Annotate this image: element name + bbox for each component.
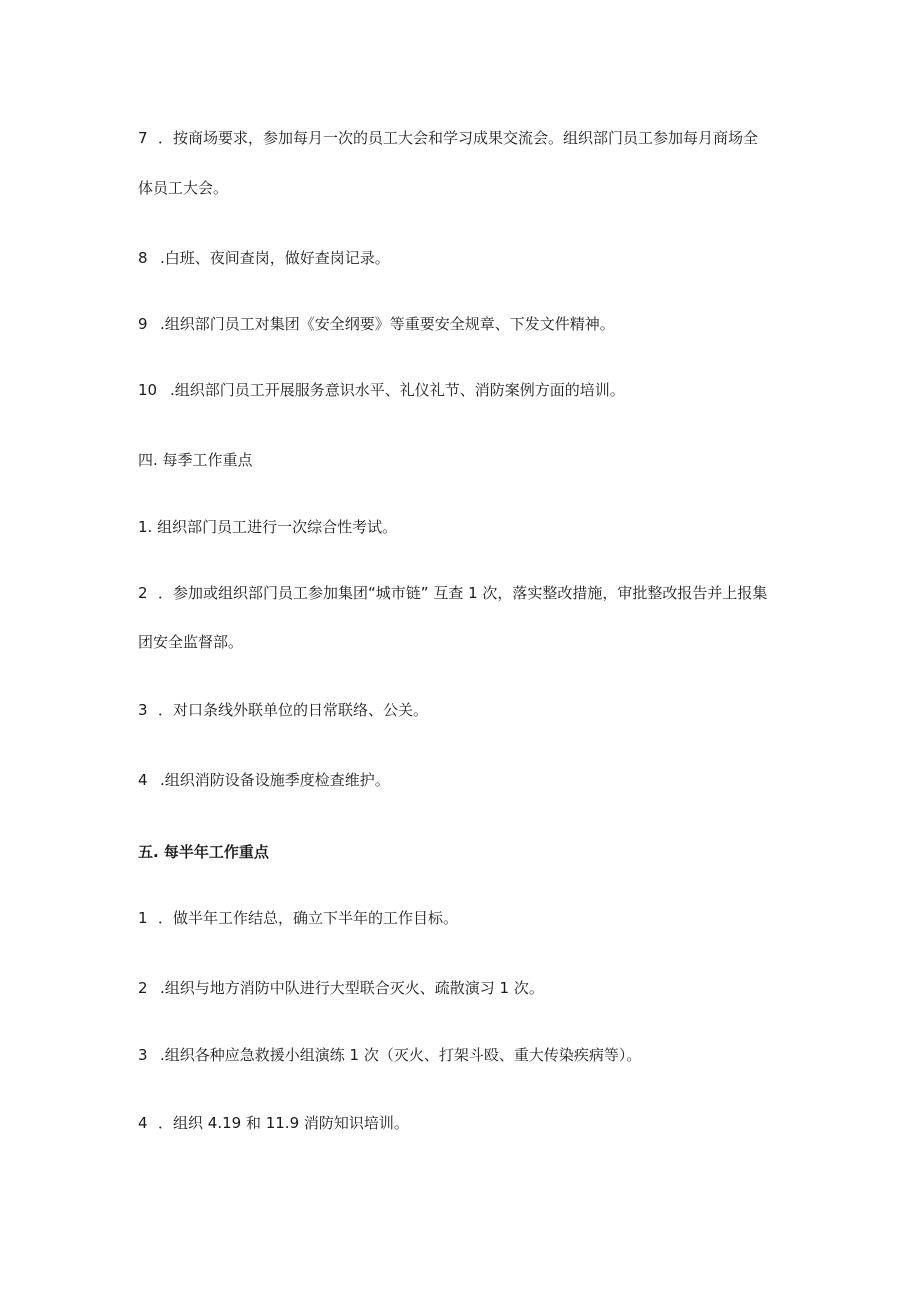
item-number: 7 bbox=[138, 129, 148, 147]
item-number: 2 bbox=[138, 584, 148, 602]
item-separator: . bbox=[160, 771, 165, 789]
list-item bbox=[138, 248, 390, 268]
list-item bbox=[138, 583, 767, 603]
item-number: 2 bbox=[138, 979, 148, 997]
item-separator: . bbox=[170, 381, 175, 399]
item-separator: . bbox=[160, 979, 165, 997]
list-item bbox=[138, 770, 390, 790]
item-separator: . bbox=[160, 315, 165, 333]
item-text: 白班、夜间查岗，做好查岗记录。 bbox=[164, 249, 390, 267]
item-text: 组织 4.19 和 11.9 消防知识培训。 bbox=[173, 1114, 409, 1132]
item-separator: ． bbox=[158, 701, 174, 719]
list-item bbox=[138, 517, 397, 537]
item-number: 4 bbox=[138, 1114, 148, 1132]
item-text: 1. 组织部门员工进行一次综合性考试。 bbox=[138, 518, 398, 536]
list-item bbox=[138, 314, 615, 334]
section-heading bbox=[138, 450, 253, 470]
item-number: 3 bbox=[138, 701, 148, 719]
section-heading-text: 四. 每季工作重点 bbox=[138, 451, 253, 469]
item-number: 3 bbox=[138, 1046, 148, 1064]
item-separator: ． bbox=[158, 584, 174, 602]
item-text: 对口条线外联单位的日常联络、公关。 bbox=[173, 701, 429, 719]
item-separator: . bbox=[160, 1046, 165, 1064]
section-heading bbox=[138, 842, 269, 862]
item-text: 组织部门员工开展服务意识水平、礼仪礼节、消防案例方面的培训。 bbox=[174, 381, 625, 399]
item-text: 参加或组织部门员工参加集团“城市链” 互查 1 次，落实整改措施，审批整改报告并上报集 bbox=[173, 584, 768, 602]
item-number: 9 bbox=[138, 315, 148, 333]
list-item bbox=[138, 700, 428, 720]
item-number: 1 bbox=[138, 909, 148, 927]
list-item bbox=[138, 1113, 409, 1133]
item-text: 体员工大会。 bbox=[138, 179, 229, 197]
item-text: 按商场要求，参加每月一次的员工大会和学习成果交流会。组织部门员工参加每月商场全 bbox=[173, 129, 759, 147]
list-item-continuation bbox=[138, 632, 243, 652]
item-separator: . bbox=[160, 249, 165, 267]
list-item-continuation bbox=[138, 178, 228, 198]
item-separator: ． bbox=[158, 129, 174, 147]
item-separator: ． bbox=[158, 1114, 174, 1132]
item-text: 组织部门员工对集团《安全纲要》等重要安全规章、下发文件精神。 bbox=[164, 315, 615, 333]
list-item bbox=[138, 128, 758, 148]
item-separator: ． bbox=[158, 909, 174, 927]
item-number: 8 bbox=[138, 249, 148, 267]
item-text: 组织各种应急救援小组演练 1 次（灭火、打架斗殴、重大传染疾病等）。 bbox=[164, 1046, 642, 1064]
list-item bbox=[138, 908, 458, 928]
list-item bbox=[138, 978, 544, 998]
section-heading-text: 五. 每半年工作重点 bbox=[138, 843, 269, 861]
item-text: 做半年工作结总，确立下半年的工作目标。 bbox=[173, 909, 459, 927]
item-number: 10 bbox=[138, 381, 158, 399]
list-item bbox=[138, 380, 625, 400]
item-text: 团安全监督部。 bbox=[138, 633, 244, 651]
item-text: 组织消防设备设施季度检查维护。 bbox=[164, 771, 390, 789]
item-text: 组织与地方消防中队进行大型联合灭火、疏散演习 1 次。 bbox=[164, 979, 544, 997]
item-number: 4 bbox=[138, 771, 148, 789]
list-item bbox=[138, 1045, 641, 1065]
